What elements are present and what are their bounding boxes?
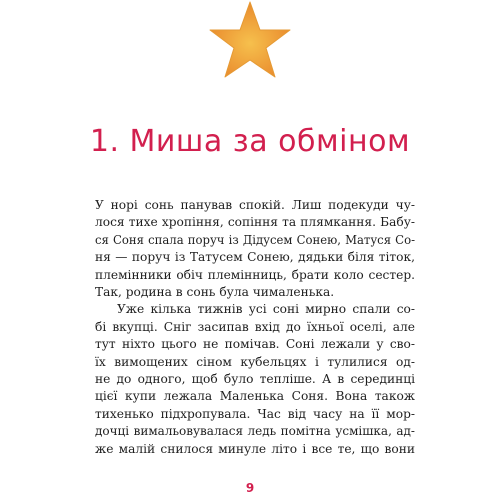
- chapter-title: 1. Миша за обміном: [89, 124, 411, 159]
- text-line: не до одного, щоб було тепліше. А в серединці: [95, 372, 415, 387]
- text-line: ня — поруч із Татусем Сонею, дядьки біля тіток,: [95, 250, 415, 265]
- text-line: цієї купи лежала Маленька Соня. Вона також: [95, 389, 415, 404]
- text-line: їх вимощених сіном кубельцях і тулилися од-: [95, 354, 415, 369]
- text-line: Уже кілька тижнів усі соні мирно спали со-: [117, 302, 415, 317]
- text-line: лося тихе хропіння, сопіння та плямкання. Бабу-: [95, 215, 415, 230]
- text-line: дочці вимальовувалася ледь помітна усмішка, ад-: [95, 424, 415, 439]
- page-number: 9: [245, 481, 255, 495]
- text-line: У норі сонь панував спокій. Лиш подекуди чу-: [95, 198, 415, 212]
- text-line: же малій снилося минуле літо і все те, що вони: [95, 441, 415, 456]
- text-line: племінники обіч племінниць, брати коло сестер.: [95, 267, 415, 282]
- text-line: ся Соня спала поруч із Дідусем Сонею, Матуся Со-: [95, 232, 415, 247]
- text-line: тихенько підхропувала. Час від часу на її мор-: [95, 406, 415, 421]
- text-line: бі вкупці. Сніг засипав вхід до їхньої оселі, але: [95, 319, 415, 334]
- star-icon: [207, 0, 293, 80]
- text-line: Так, родина в сонь була чималенька.: [95, 285, 335, 300]
- text-line: тут ніхто цього не помічав. Соні лежали у сво-: [95, 337, 415, 352]
- chapter-body-text: [95, 197, 415, 458]
